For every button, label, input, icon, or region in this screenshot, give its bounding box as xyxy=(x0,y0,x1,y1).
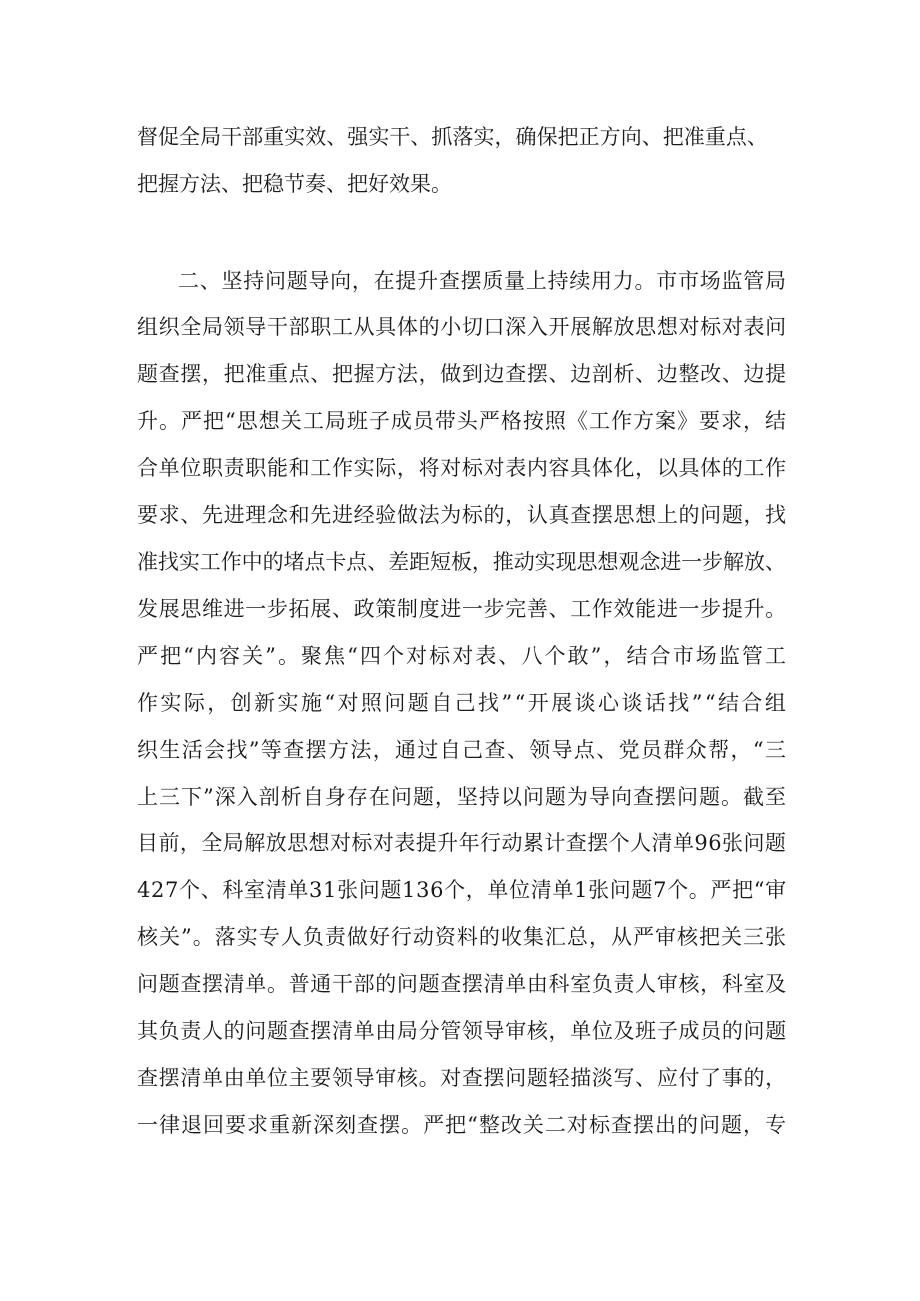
line-text: 织生活会找”等查摆方法，通过自己查、领导点、党员群众帮，“三 xyxy=(137,738,788,762)
line-text: 目前，全局解放思想对标对表提升年行动累计查摆个人清单96张问题 xyxy=(137,831,787,855)
line-text: 升。严把“思想关工局班子成员带头严格按照《工作方案》要求，结 xyxy=(137,409,788,433)
text-line-1 xyxy=(0,117,920,157)
line-text: 作实际，创新实施“对照问题自己找”“开展谈心谈话找”“结合组 xyxy=(137,691,789,715)
line-text: 问题查摆清单。普通干部的问题查摆清单由科室负责人审核，科室及 xyxy=(137,972,787,996)
text-line-6 xyxy=(0,401,920,441)
text-line-5 xyxy=(0,354,920,394)
text-line-4 xyxy=(0,307,920,347)
line-text: 发展思维进一步拓展、政策制度进一步完善、工作效能进一步提升。 xyxy=(137,597,787,621)
line-text: 核关”。落实专人负责做好行动资料的收集汇总，从严审核把关三张 xyxy=(137,925,788,949)
line-text: 一律退回要求重新深刻查摆。严把“整改关二对标查摆出的问题，专 xyxy=(137,1113,788,1137)
line-text: 二、坚持问题导向，在提升查摆质量上持续用力。市市场监管局 xyxy=(178,269,787,293)
line-text: 把握方法、把稳节奏、把好效果。 xyxy=(137,172,452,196)
text-line-18 xyxy=(0,964,920,1004)
line-text: 题查摆，把准重点、把握方法，做到边查摆、边剖析、边整改、边提 xyxy=(137,362,787,386)
text-line-11 xyxy=(0,636,920,676)
line-text: 其负责人的问题查摆清单由局分管领导审核，单位及班子成员的问题 xyxy=(137,1019,787,1043)
text-line-17 xyxy=(0,917,920,957)
text-line-10 xyxy=(0,589,920,629)
text-line-3 xyxy=(0,261,920,301)
line-text: 合单位职责职能和工作实际，将对标对表内容具体化，以具体的工作 xyxy=(137,456,787,480)
text-line-14 xyxy=(0,777,920,817)
text-line-13 xyxy=(0,730,920,770)
line-text: 427个、科室清单31张问题136个，单位清单1张问题7个。严把“审 xyxy=(137,878,787,902)
line-text: 查摆清单由单位主要领导审核。对查摆问题轻描淡写、应付了事的， xyxy=(137,1066,787,1090)
text-line-16 xyxy=(0,870,920,910)
text-line-7 xyxy=(0,448,920,488)
text-line-9 xyxy=(0,542,920,582)
text-line-21 xyxy=(0,1105,920,1145)
text-line-19 xyxy=(0,1011,920,1051)
line-text: 督促全局干部重实效、强实干、抓落实，确保把正方向、把准重点、 xyxy=(137,125,768,149)
text-line-12 xyxy=(0,683,920,723)
line-text: 要求、先进理念和先进经验做法为标的，认真查摆思想上的问题，找 xyxy=(137,503,787,527)
text-line-20 xyxy=(0,1058,920,1098)
line-text: 组织全局领导干部职工从具体的小切口深入开展解放思想对标对表问 xyxy=(137,315,787,339)
line-text: 严把“内容关”。聚焦“四个对标对表、八个敢”，结合市场监管工 xyxy=(137,644,789,668)
line-text: 上三下”深入剖析自身存在问题，坚持以问题为导向查摆问题。截至 xyxy=(137,785,788,809)
line-text: 准找实工作中的堵点卡点、差距短板，推动实现思想观念进一步解放、 xyxy=(137,550,786,574)
text-line-15 xyxy=(0,823,920,863)
text-line-8 xyxy=(0,495,920,535)
text-line-2 xyxy=(0,164,920,204)
